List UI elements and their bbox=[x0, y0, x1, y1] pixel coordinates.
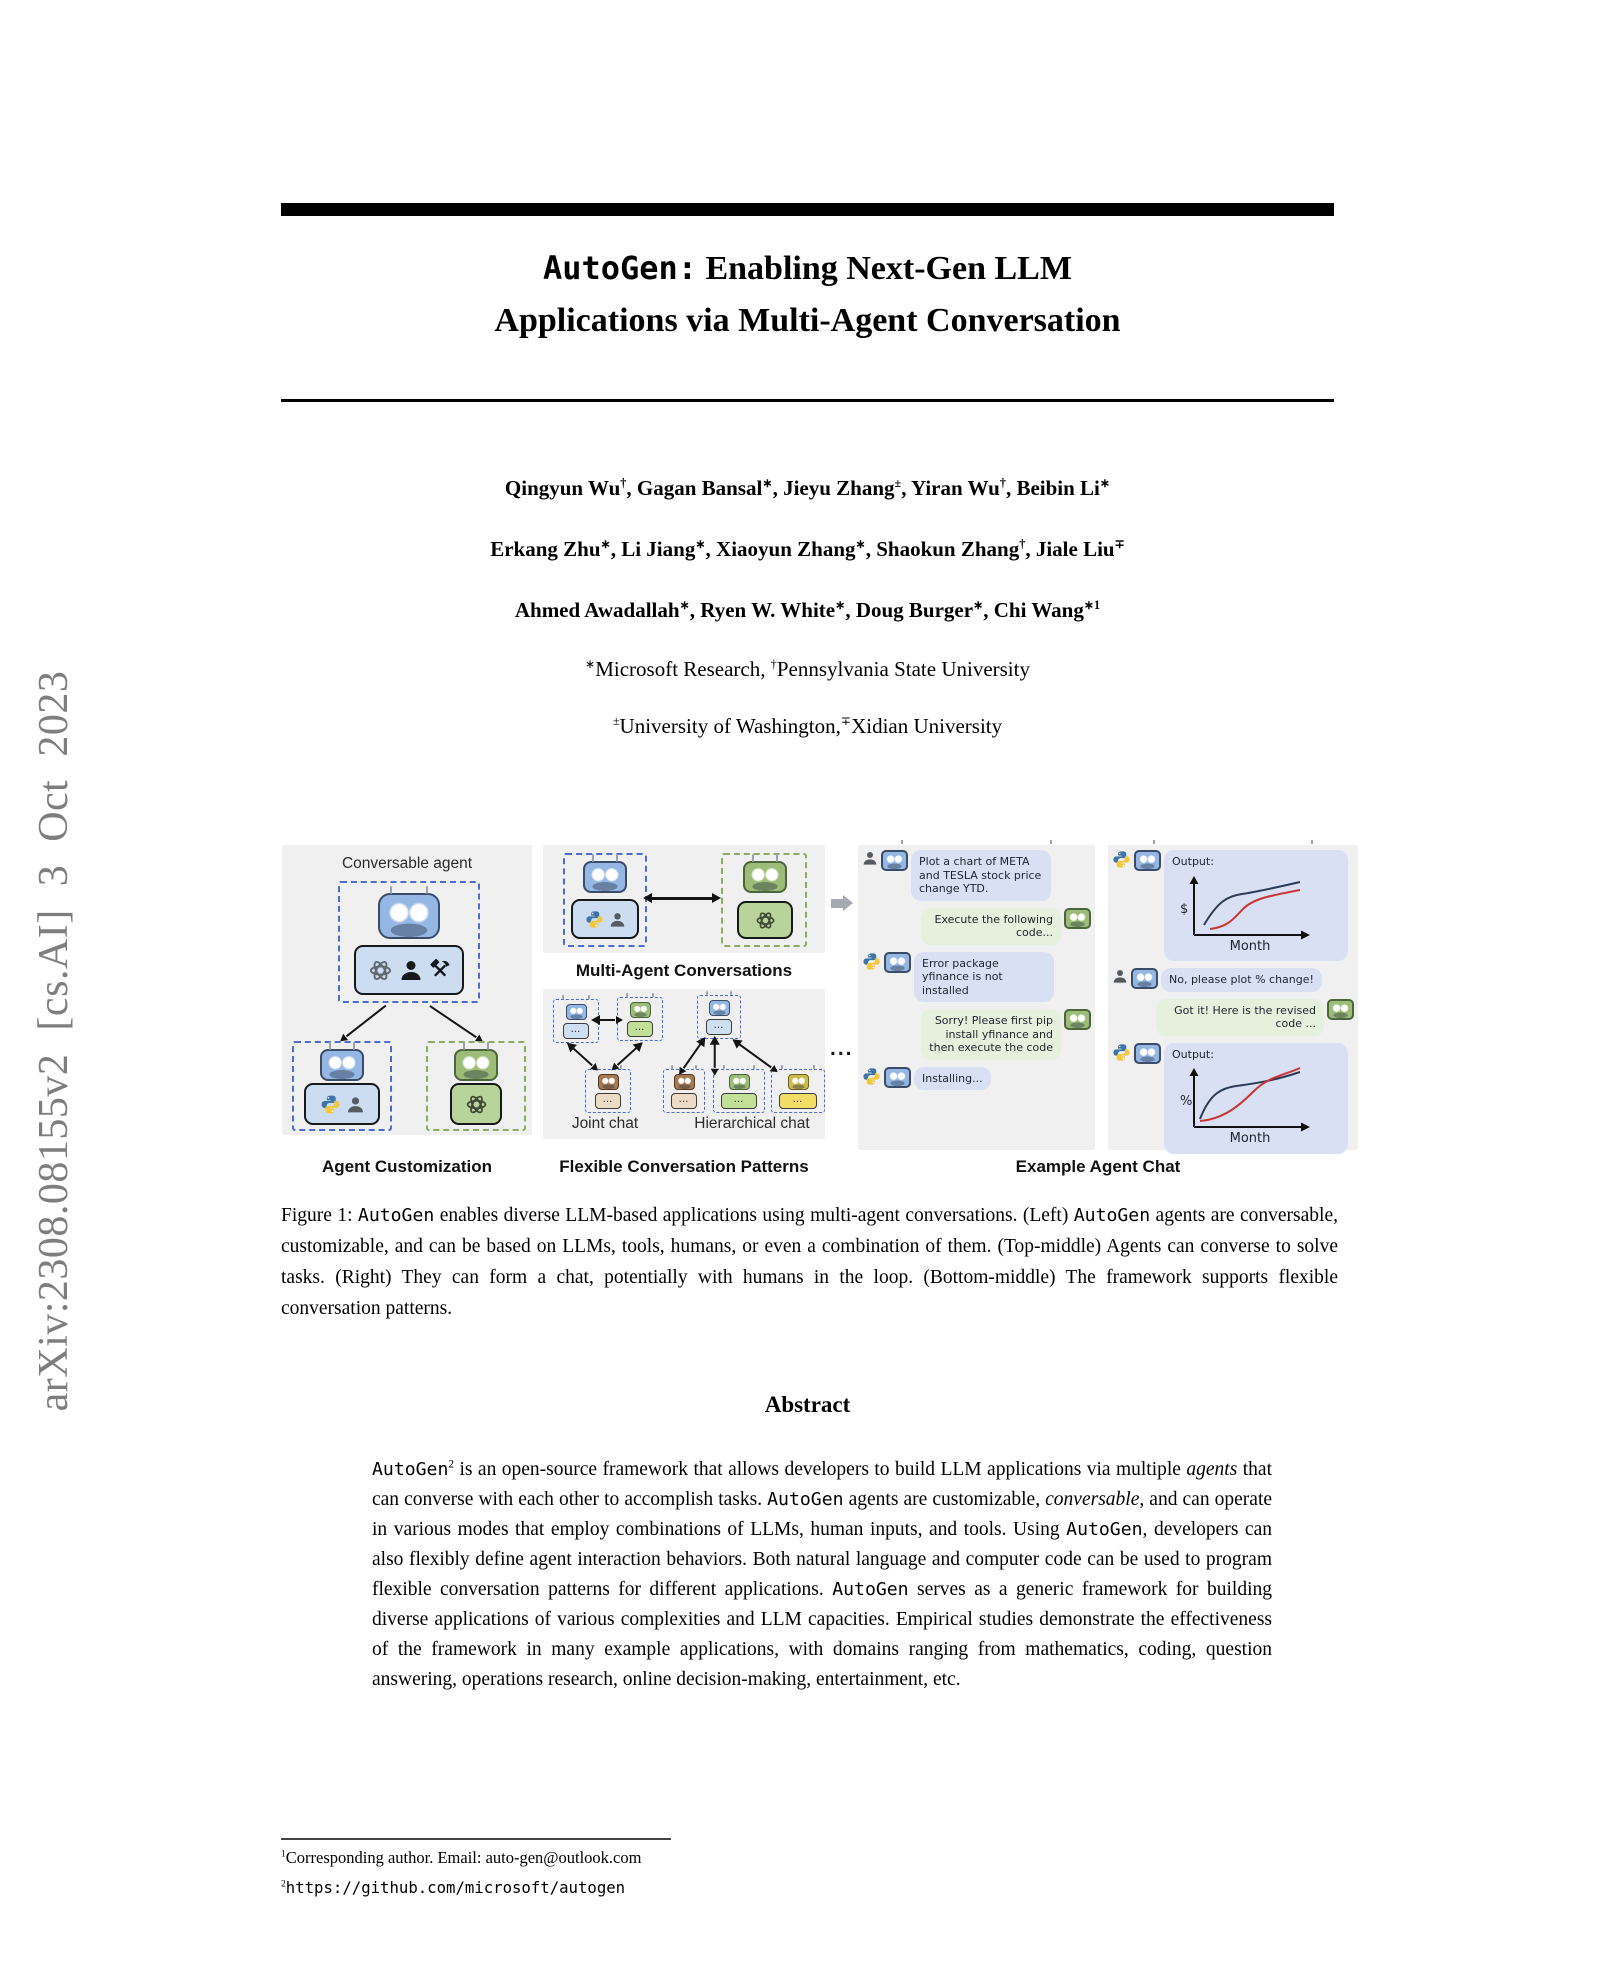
robot-icon bbox=[598, 1074, 619, 1090]
mini-agent-brown bbox=[663, 1069, 705, 1113]
agent-chip: ... bbox=[721, 1093, 757, 1109]
chat-message bbox=[862, 952, 1091, 1003]
abstract-heading: Abstract bbox=[764, 1392, 851, 1417]
bidirectional-arrow bbox=[651, 897, 713, 900]
mini-agent-yellow bbox=[771, 1069, 825, 1113]
chat-bubble: Output: $ Month bbox=[1164, 850, 1348, 961]
chat-bubble: Execute the following code... bbox=[921, 908, 1061, 945]
robot-icon bbox=[884, 952, 911, 973]
chat-message bbox=[1112, 968, 1354, 992]
author-line-3: Ahmed Awadallah∗, Ryen W. White∗, Doug Burger∗, Chi Wang$^{∗1}$ bbox=[514, 598, 1101, 622]
robot-icon bbox=[566, 1004, 587, 1020]
python-icon bbox=[1112, 1043, 1131, 1062]
agent-chip: ... bbox=[627, 1021, 653, 1037]
chat-bubble: Plot a chart of META and TESLA stock price change YTD. bbox=[911, 850, 1051, 901]
openai-icon bbox=[367, 957, 394, 984]
robot-icon bbox=[583, 861, 627, 893]
python-icon bbox=[320, 1094, 341, 1115]
mini-agent-brown bbox=[585, 1069, 631, 1113]
arrow-to-right-agent bbox=[430, 1005, 477, 1038]
author-line-2: Erkang Zhu∗, Li Jiang∗, Xiaoyun Zhang∗, Shaokun Zhang†, Jiale Liu∓ bbox=[490, 537, 1125, 561]
mini-agent-blue bbox=[697, 995, 741, 1039]
person-icon bbox=[862, 850, 878, 866]
python-human-box bbox=[571, 899, 639, 939]
robot-icon bbox=[709, 1000, 730, 1016]
agent-chip: ... bbox=[671, 1093, 697, 1109]
abstract-text: AutoGen$^2$ is an open-source framework that allows developers to build LLM applications via multiple agents that can converse with each other to accomplish tasks. AutoGen agents are customizable, conversable, and can operate in various modes that employ combinations of LLMs, human inputs, and tools. Using AutoGen, developers can also flexibly define agent interaction behaviors. Both natural language and computer code can be used to program flexible conversation patterns for different applications. AutoGen serves as a generic framework for building diverse applications of various complexities and LLM capacities. Empirical studies demonstrate the effectiveness of the framework in many example applications, with domains ranging from mathematics, coding, question answering, operations research, online decision-making, entertainment, etc. bbox=[372, 1458, 1273, 1690]
robot-icon bbox=[378, 893, 440, 939]
svg-text:%: % bbox=[1180, 1094, 1193, 1109]
robot-icon bbox=[729, 1074, 750, 1090]
tools-icon bbox=[428, 958, 452, 982]
robot-icon bbox=[1064, 908, 1091, 929]
person-icon bbox=[399, 958, 423, 982]
chat-message bbox=[1112, 999, 1354, 1036]
figure-1 bbox=[280, 843, 1360, 1188]
chat-message bbox=[862, 850, 1091, 901]
openai-icon bbox=[754, 909, 777, 932]
chat-bubble: Got it! Here is the revised code ... bbox=[1156, 999, 1324, 1036]
page-title bbox=[281, 242, 1334, 347]
llm-box bbox=[737, 901, 793, 939]
panel-agent-customization bbox=[282, 845, 532, 1135]
mini-line-chart bbox=[1172, 869, 1320, 953]
chat-bubble: No, please plot % change! bbox=[1161, 968, 1322, 992]
mini-line-chart bbox=[1172, 1061, 1320, 1145]
agent-chip: ... bbox=[706, 1019, 732, 1035]
arxiv-watermark: arXiv:2308.08155v2 [cs.AI] 3 Oct 2023 bbox=[31, 670, 77, 1412]
top-rule bbox=[281, 203, 1334, 216]
figure-caption: Figure 1: AutoGen enables diverse LLM-based applications using multi-agent conversations. (Left) AutoGen agents are conversable, customizable, and can be based on LLMs, tools, humans, or even a combination of them. (Top-middle) Agents can converse to solve tasks. (Right) They can form a chat, potentially with humans in the loop. (Bottom-middle) The framework supports flexible conversation patterns. bbox=[281, 1205, 1338, 1319]
panel-conversation-patterns bbox=[543, 989, 825, 1139]
arrow-to-left-agent bbox=[346, 1005, 386, 1037]
chat-message bbox=[1112, 1043, 1354, 1154]
bidirectional-arrow bbox=[683, 1043, 701, 1068]
chat-message bbox=[862, 908, 1091, 945]
robot-icon bbox=[788, 1074, 809, 1090]
joint-chat-label: Joint chat bbox=[571, 1115, 639, 1132]
svg-text:Month: Month bbox=[1229, 938, 1271, 953]
caption-agent-customization: Agent Customization bbox=[322, 1157, 492, 1176]
svg-text:Month: Month bbox=[1229, 1131, 1271, 1145]
robot-icon bbox=[454, 1049, 498, 1081]
agent-chip: ... bbox=[595, 1093, 621, 1109]
multi-agent-conversations-label: Multi-Agent Conversations bbox=[575, 961, 793, 980]
conversable-agent-label: Conversable agent bbox=[341, 855, 473, 872]
robot-icon bbox=[1131, 968, 1158, 989]
llm-human-tools-box bbox=[354, 945, 464, 995]
caption-example-agent-chat: Example Agent Chat bbox=[1015, 1157, 1181, 1176]
bidirectional-arrow bbox=[617, 1047, 637, 1066]
title-line-1: AutoGen: Enabling Next-Gen LLM bbox=[543, 249, 1072, 287]
bidirectional-arrow bbox=[572, 1047, 592, 1066]
bidirectional-arrow bbox=[714, 1044, 716, 1068]
robot-icon bbox=[320, 1049, 364, 1081]
agent-chip: ... bbox=[563, 1023, 589, 1039]
chat-bubble: Output: % Month bbox=[1164, 1043, 1348, 1154]
panel-multi-agent-conversations bbox=[543, 845, 825, 953]
mini-agent-green bbox=[713, 1069, 765, 1113]
python-icon bbox=[862, 952, 881, 971]
robot-icon bbox=[630, 1002, 651, 1018]
flow-arrow-icon bbox=[831, 899, 843, 908]
person-icon bbox=[609, 911, 626, 928]
chat-column-2 bbox=[1108, 845, 1358, 1150]
robot-icon bbox=[884, 1067, 911, 1088]
hierarchical-chat-label: Hierarchical chat bbox=[694, 1115, 810, 1132]
robot-icon bbox=[1327, 999, 1354, 1020]
chat-bubble: Installing... bbox=[914, 1067, 991, 1091]
footnote-2: $^2$https://github.com/microsoft/autogen bbox=[281, 1878, 626, 1897]
footnote-1: $^1$Corresponding author. Email: auto-gen@outlook.com bbox=[281, 1848, 642, 1867]
bidirectional-arrow bbox=[739, 1043, 772, 1068]
svg-text:$: $ bbox=[1180, 901, 1189, 917]
chat-message bbox=[862, 1067, 1091, 1091]
chat-bubble: Sorry! Please first pip install yfinance and then execute the code bbox=[921, 1009, 1061, 1060]
agent-chip: ... bbox=[779, 1093, 817, 1109]
python-icon bbox=[585, 910, 604, 929]
robot-icon bbox=[1134, 850, 1161, 871]
python-icon bbox=[862, 1067, 881, 1086]
footnote-rule bbox=[281, 1838, 671, 1840]
chat-bubble: Error package yfinance is not installed bbox=[914, 952, 1054, 1003]
chat-message bbox=[1112, 850, 1354, 961]
openai-icon bbox=[464, 1092, 489, 1117]
author-line-1: Qingyun Wu†, Gagan Bansal∗, Jieyu Zhang±, Yiran Wu†, Beibin Li∗ bbox=[504, 476, 1111, 500]
bidirectional-arrow bbox=[599, 1019, 615, 1021]
robot-icon bbox=[743, 861, 787, 893]
caption-flexible-conversation-patterns: Flexible Conversation Patterns bbox=[559, 1157, 809, 1176]
robot-icon bbox=[674, 1074, 695, 1090]
affiliation-line-1: ∗Microsoft Research, †Pennsylvania State University bbox=[585, 657, 1030, 681]
title-rule bbox=[281, 399, 1334, 402]
person-icon bbox=[346, 1095, 365, 1114]
title-line-2: Applications via Multi-Agent Conversation bbox=[494, 302, 1121, 339]
mini-agent-green bbox=[617, 997, 663, 1041]
more-patterns-ellipsis: ... bbox=[830, 1037, 854, 1060]
chat-message bbox=[862, 1009, 1091, 1060]
affiliation-line-2: ±University of Washington,∓Xidian University bbox=[612, 714, 1003, 738]
robot-icon bbox=[1064, 1009, 1091, 1030]
person-icon bbox=[1112, 968, 1128, 984]
robot-icon bbox=[1134, 1043, 1161, 1064]
llm-box bbox=[450, 1083, 502, 1125]
python-icon bbox=[1112, 850, 1131, 869]
robot-icon bbox=[881, 850, 908, 871]
python-human-box bbox=[304, 1083, 380, 1125]
chat-column-1 bbox=[858, 845, 1095, 1150]
